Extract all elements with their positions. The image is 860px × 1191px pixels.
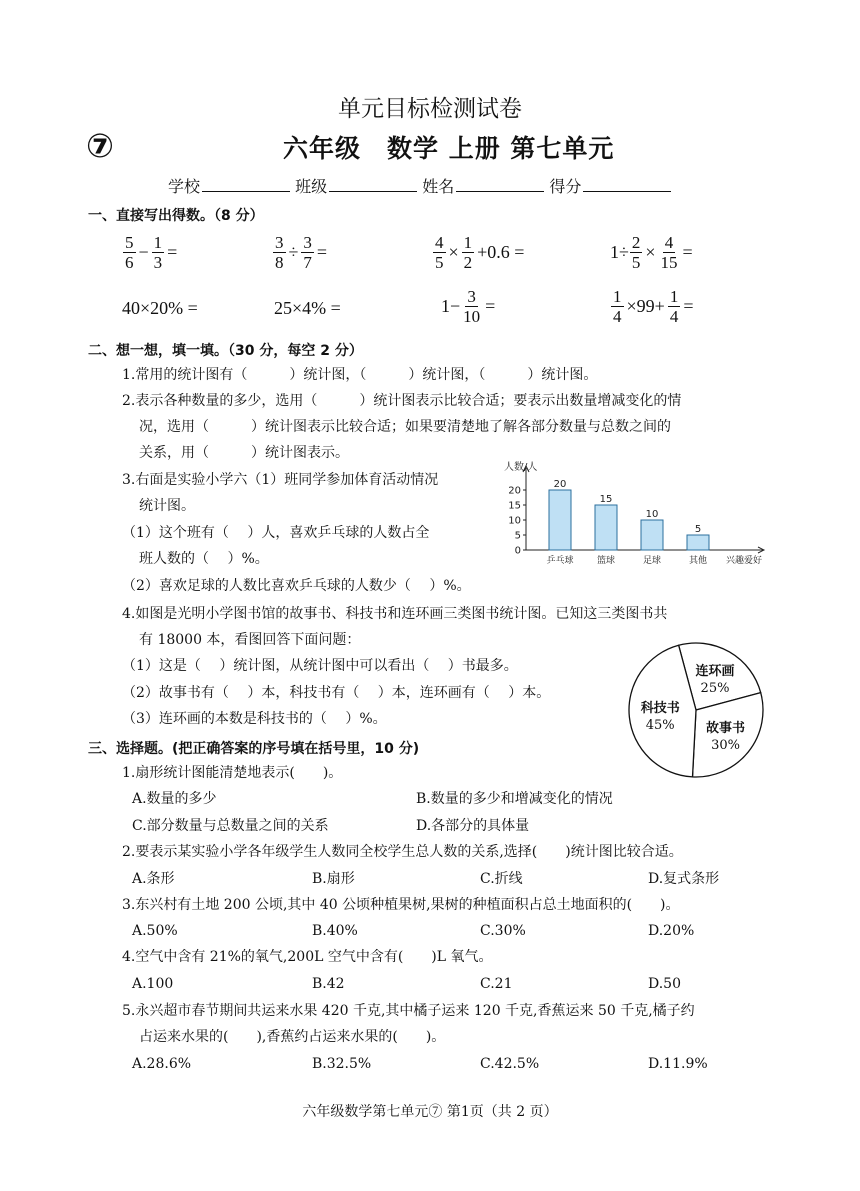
y-tick-label: 15	[508, 500, 521, 512]
bar	[687, 535, 709, 550]
pie-chart	[626, 640, 766, 780]
q2-4-line1: 4.如图是光明小学图书馆的故事书、科技书和连环画三类图书统计图。已知这三类图书共	[122, 606, 668, 622]
calc-1a: $\frac{5}{6}$ − $\frac{1}{3}$ =	[125, 233, 178, 272]
q3-1-option-a: A.数量的多少	[132, 791, 217, 807]
calc-2c: 1− $\frac{3}{10}$ =	[441, 287, 496, 326]
calc-2d: $\frac{1}{4}$ ×99+ $\frac{1}{4}$ =	[613, 287, 694, 326]
pie-slice-label: 故事书	[706, 720, 746, 736]
y-axis-label: 人数/人	[504, 462, 538, 473]
bar-chart-marks	[504, 460, 764, 566]
info-fields	[168, 174, 671, 197]
bar-value-label: 5	[694, 524, 702, 535]
bar-value-label: 10	[645, 509, 659, 520]
q3-5-option-a: A.28.6%	[132, 1056, 192, 1072]
q2-3-line2: 统计图。	[139, 498, 195, 514]
q2-4-2: （2）故事书有（ ）本，科技书有（ ）本，连环画有（ ）本。	[122, 685, 551, 701]
score-field[interactable]	[583, 175, 671, 192]
q2-2-line2: 况，选用（ ）统计图表示比较合适；如果要清楚地了解各部分数量与总数之间的	[139, 419, 671, 435]
q3-5-option-d: D.11.9%	[648, 1056, 708, 1072]
bar	[641, 520, 663, 550]
q3-1: 1.扇形统计图能清楚地表示( )。	[122, 765, 343, 781]
q3-4-option-c: C.21	[480, 976, 513, 992]
school-field[interactable]	[202, 175, 290, 192]
pie-slice-value: 25%	[700, 681, 730, 697]
q3-5-option-b: B.32.5%	[312, 1056, 372, 1072]
q2-4-1: （1）这是（ ）统计图，从统计图中可以看出（ ）书最多。	[122, 658, 518, 674]
q3-5-option-c: C.42.5%	[480, 1056, 540, 1072]
x-tick-label: 其他	[688, 556, 708, 566]
bar-value-label: 15	[599, 494, 613, 505]
q3-5-line2: 占运来水果的( ),香蕉约占运来水果的( )。	[139, 1029, 446, 1045]
q2-3-2: （2）喜欢足球的人数比喜欢乒乓球的人数少（ ）%。	[122, 578, 471, 594]
x-tick-label: 足球	[642, 556, 662, 566]
bar	[595, 505, 617, 550]
q3-3: 3.东兴村有土地 200 公顷,其中 40 公顷种植果树,果树的种植面积占总土地面积的( )。	[122, 897, 680, 913]
q3-4: 4.空气中含有 21%的氧气,200L 空气中含有( )L 氧气。	[122, 949, 493, 965]
x-tick-label: 乒乓球	[546, 556, 574, 566]
q2-3-1-line1: （1）这个班有（ ）人，喜欢乒乓球的人数占全	[122, 525, 430, 541]
q3-2-option-b: B.扇形	[312, 871, 355, 887]
section1-title: 一、直接写出得数。（8 分）	[88, 208, 264, 224]
q2-4-line2: 有 18000 本，看图回答下面问题：	[139, 632, 361, 648]
q3-2-option-d: D.复式条形	[648, 871, 720, 887]
q3-2: 2.要表示某实验小学各年级学生人数同全校学生总人数的关系,选择( )统计图比较合适。	[122, 844, 683, 860]
paper-number: ⑦	[86, 126, 114, 165]
calc-2a: 40×20% =	[122, 298, 198, 318]
bar-value-label: 20	[553, 479, 567, 490]
pie-slice-value: 30%	[711, 737, 740, 753]
q3-4-option-d: D.50	[648, 976, 681, 992]
q2-3-1-line2: 班人数的（ ）%。	[139, 551, 269, 567]
y-tick-label: 0	[514, 545, 521, 557]
pie-slice-label: 科技书	[640, 700, 680, 716]
class-field[interactable]	[329, 175, 417, 192]
paper-title: 单元目标检测试卷	[338, 96, 522, 121]
q3-4-option-b: B.42	[312, 976, 345, 992]
pie-slice-label: 连环画	[695, 664, 735, 680]
calc-1b: $\frac{3}{8}$ ÷ $\frac{3}{7}$ =	[275, 233, 328, 272]
q2-2-line1: 2.表示各种数量的多少，选用（ ）统计图表示比较合适；要表示出数量增减变化的情	[122, 393, 682, 409]
q3-1-option-c: C.部分数量与总数量之间的关系	[132, 818, 329, 834]
section2-title: 二、想一想，填一填。（30 分，每空 2 分）	[88, 343, 363, 359]
q3-1-option-b: B.数量的多少和增减变化的情况	[416, 791, 613, 807]
bar	[549, 490, 571, 550]
q3-2-option-a: A.条形	[132, 871, 175, 887]
name-label: 姓名	[422, 177, 455, 196]
pie-slice-value: 45%	[645, 717, 675, 733]
q3-1-option-d: D.各部分的具体量	[416, 818, 530, 834]
q2-4-3: （3）连环画的本数是科技书的（ ）%。	[122, 711, 387, 727]
q3-5-line1: 5.永兴超市春节期间共运来水果 420 千克,其中橘子运来 120 千克,香蕉运来 50 千克,橘子约	[122, 1003, 695, 1019]
bar-chart	[502, 460, 767, 570]
calc-2b: 25×4% =	[274, 298, 341, 318]
x-axis-label: 兴趣爱好	[725, 556, 762, 566]
paper-subtitle: 六年级 数学 上册 第七单元	[283, 134, 615, 163]
pie-chart-marks	[629, 643, 763, 777]
calc-1c: $\frac{4}{5}$ × $\frac{1}{2}$ +0.6 =	[435, 233, 525, 272]
y-tick-label: 5	[514, 530, 521, 542]
x-tick-label: 篮球	[596, 556, 616, 566]
q3-3-option-c: C.30%	[480, 923, 526, 939]
q2-2-line3: 关系，用（ ）统计图表示。	[139, 445, 349, 461]
name-field[interactable]	[456, 175, 544, 192]
school-label: 学校	[168, 177, 201, 196]
page-footer: 六年级数学第七单元⑦ 第1页（共 2 页）	[302, 1104, 558, 1120]
q3-3-option-b: B.40%	[312, 923, 358, 939]
score-label: 得分	[549, 177, 582, 196]
q3-3-option-a: A.50%	[132, 923, 178, 939]
q2-3-line1: 3.右面是实验小学六（1）班同学参加体育活动情况	[122, 472, 439, 488]
q3-3-option-d: D.20%	[648, 923, 695, 939]
q2-1: 1.常用的统计图有（ ）统计图，（ ）统计图，（ ）统计图。	[122, 367, 598, 383]
y-tick-label: 20	[508, 485, 521, 497]
q3-4-option-a: A.100	[132, 976, 174, 992]
section3-title: 三、选择题。(把正确答案的序号填在括号里，10 分)	[88, 741, 420, 757]
class-label: 班级	[295, 177, 328, 196]
y-tick-label: 10	[508, 515, 521, 527]
calc-1d: 1÷ $\frac{2}{5}$ × $\frac{4}{15}$ =	[610, 233, 693, 272]
q3-2-option-c: C.折线	[480, 871, 523, 887]
